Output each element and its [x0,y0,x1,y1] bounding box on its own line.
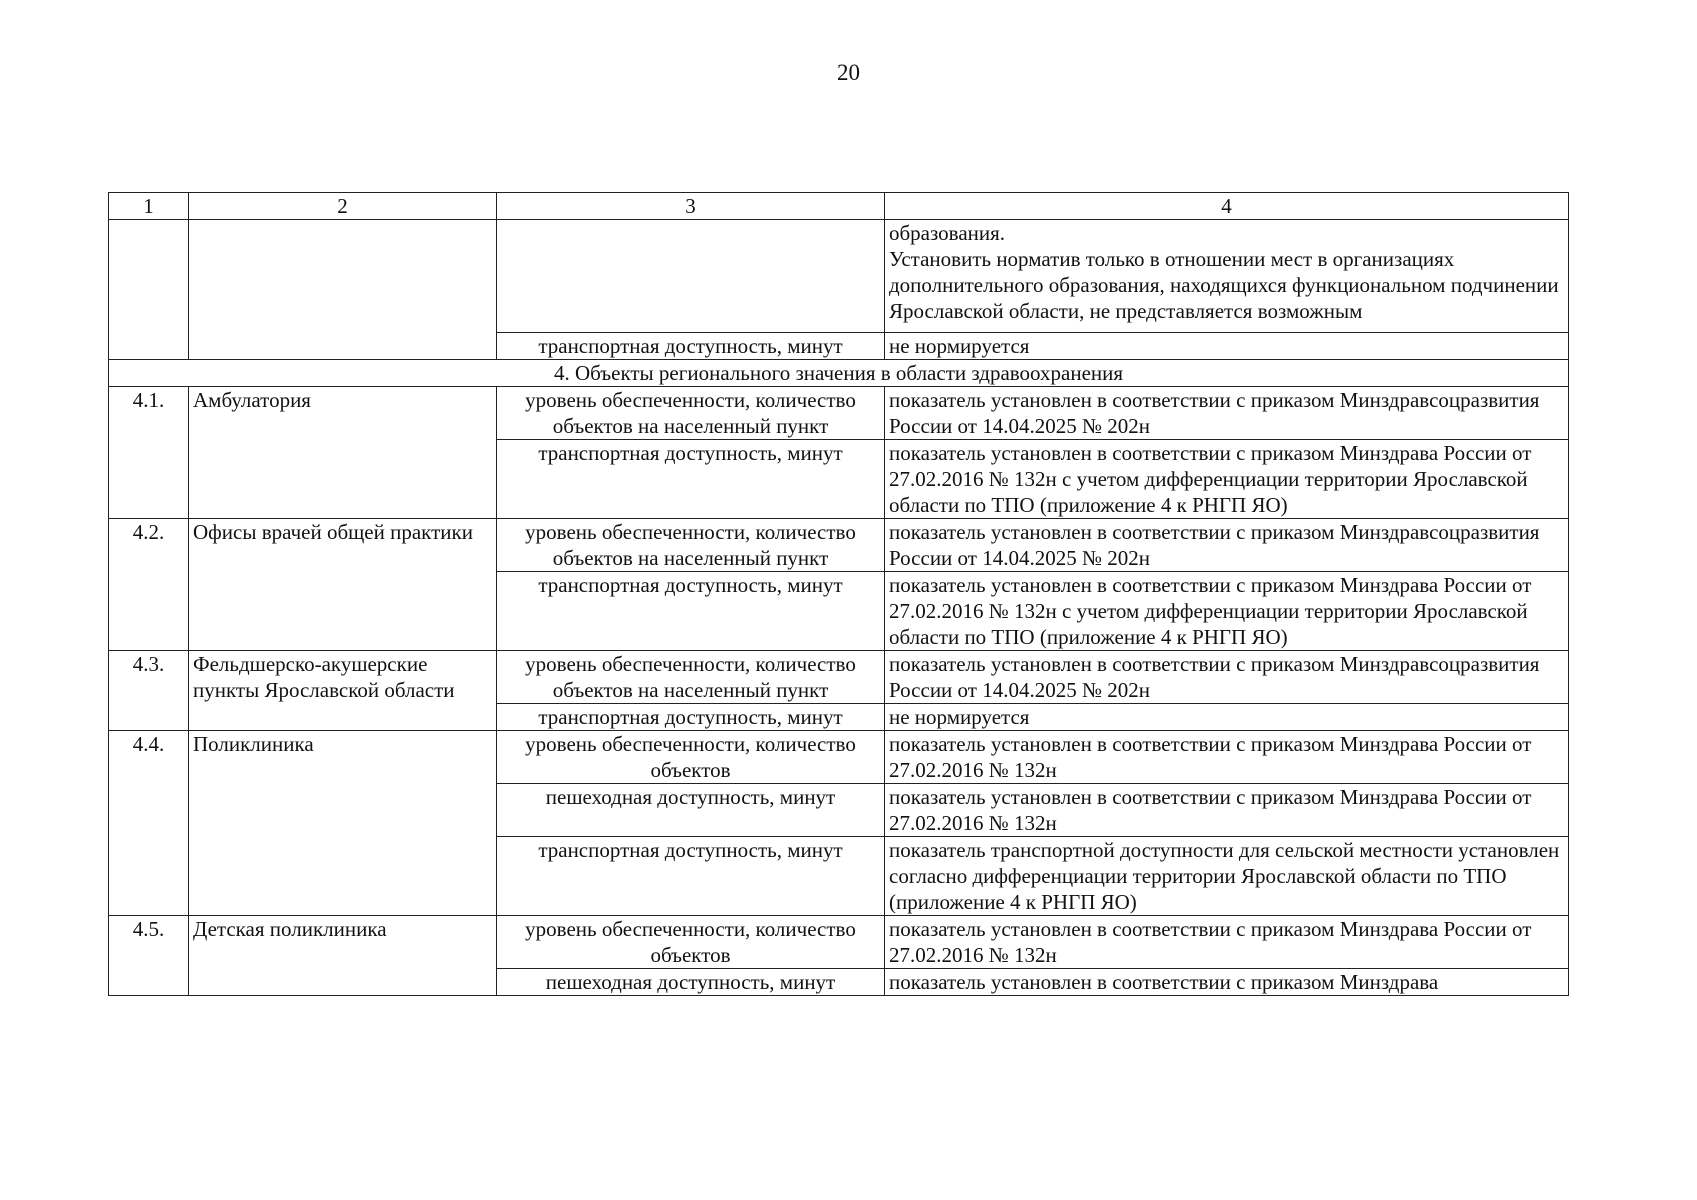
cell-indicator: пешеходная доступность, минут [497,969,885,996]
cell-indicator: транспортная доступность, минут [497,440,885,519]
cell-indicator: уровень обеспеченности, количество объектов [497,731,885,784]
cell-norm: показатель установлен в соответствии с приказом Минздравсоцразвития России от 14.04.2025 № 202н [885,387,1569,440]
cell-name: Детская поликлиника [189,916,497,996]
cell-norm: не нормируется [885,704,1569,731]
table-row [109,916,1569,969]
cell-indicator: транспортная доступность, минут [497,704,885,731]
cell-norm: показатель установлен в соответствии с приказом Минздрава России от 27.02.2016 № 132н [885,916,1569,969]
cell-norm: показатель установлен в соответствии с приказом Минздрава России от 27.02.2016 № 132н [885,784,1569,837]
cell-indicator [497,220,885,333]
cell-norm: показатель установлен в соответствии с приказом Минздравсоцразвития России от 14.04.2025 № 202н [885,519,1569,572]
cell-indicator: уровень обеспеченности, количество объектов на населенный пункт [497,387,885,440]
cell-indicator: пешеходная доступность, минут [497,784,885,837]
cell-name: Фельдшерско-акушерские пункты Ярославской области [189,651,497,731]
page-number: 20 [837,60,860,85]
norms-table [108,192,1569,996]
cell-indicator: уровень обеспеченности, количество объектов на населенный пункт [497,519,885,572]
norm-text: Установить норматив только в отношении мест в организациях дополнительного образования, находящихся функциональном подчинении Ярославской области, не представляется возможным [889,247,1559,323]
header-col-1: 1 [109,193,189,220]
norm-text: образования. [889,221,1006,245]
cell-num: 4.3. [109,651,189,731]
header-col-2: 2 [189,193,497,220]
section-row [109,360,1569,387]
header-col-4: 4 [885,193,1569,220]
cell-num: 4.5. [109,916,189,996]
cell-name: Офисы врачей общей практики [189,519,497,651]
cell-indicator: транспортная доступность, минут [497,837,885,916]
section-title: 4. Объекты регионального значения в области здравоохранения [109,360,1569,387]
cell-norm: показатель установлен в соответствии с приказом Минздрава России от 27.02.2016 № 132н с учетом дифференциации территории Ярославской области по ТПО (приложение 4 к РНГП ЯО) [885,572,1569,651]
header-col-3: 3 [497,193,885,220]
cell-num: 4.1. [109,387,189,519]
cell-indicator: уровень обеспеченности, количество объектов на населенный пункт [497,651,885,704]
cell-norm: показатель установлен в соответствии с приказом Минздравсоцразвития России от 14.04.2025 № 202н [885,651,1569,704]
cell-indicator: транспортная доступность, минут [497,572,885,651]
cell-name: Амбулатория [189,387,497,519]
cell-num: 4.4. [109,731,189,916]
cell-norm [885,220,1569,333]
cell-name [189,220,497,360]
cell-num: 4.2. [109,519,189,651]
cell-num [109,220,189,360]
table-row [109,731,1569,784]
cell-norm: показатель установлен в соответствии с приказом Минздрава России от 27.02.2016 № 132н [885,731,1569,784]
cell-name: Поликлиника [189,731,497,916]
cell-norm: показатель установлен в соответствии с приказом Минздрава [885,969,1569,996]
cell-norm: показатель транспортной доступности для сельской местности установлен согласно дифференциации территории Ярославской области по ТПО (приложение 4 к РНГП ЯО) [885,837,1569,916]
cell-indicator: транспортная доступность, минут [497,333,885,360]
table-row [109,220,1569,333]
table-row [109,651,1569,704]
table-header-row [109,193,1569,220]
cell-norm: показатель установлен в соответствии с приказом Минздрава России от 27.02.2016 № 132н с учетом дифференциации территории Ярославской области по ТПО (приложение 4 к РНГП ЯО) [885,440,1569,519]
cell-indicator: уровень обеспеченности, количество объектов [497,916,885,969]
table-row [109,519,1569,572]
cell-norm: не нормируется [885,333,1569,360]
table-row [109,387,1569,440]
